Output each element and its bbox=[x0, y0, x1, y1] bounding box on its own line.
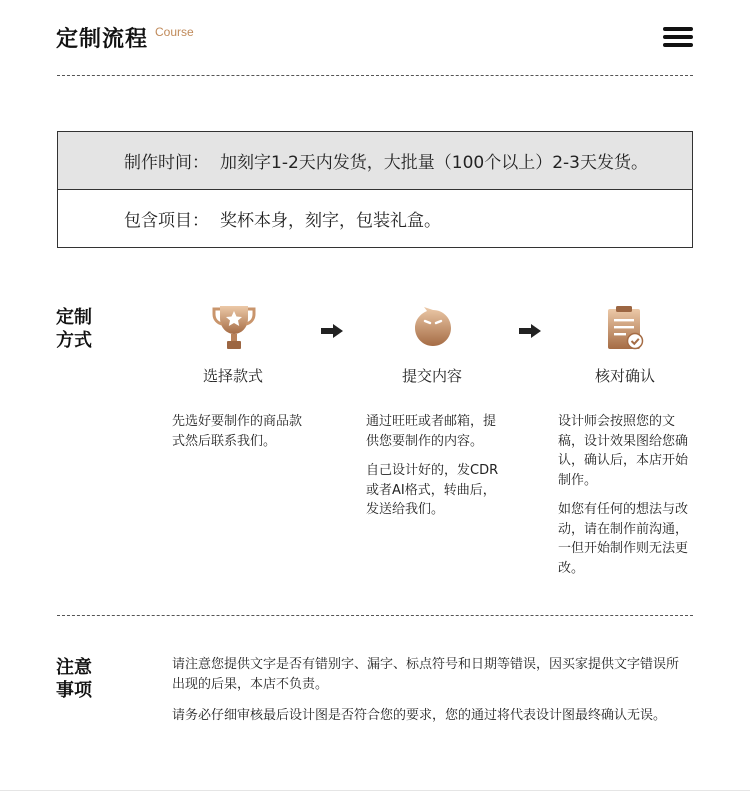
bottom-border bbox=[0, 790, 750, 791]
notes-title bbox=[56, 656, 116, 702]
step-description bbox=[558, 500, 698, 578]
text-line: 认，确认后，本店开始 bbox=[558, 453, 689, 468]
included-items-label: 包含项目： bbox=[124, 211, 209, 231]
method-title-line1: 定制 bbox=[56, 307, 92, 328]
text-line: 动，请在制作前沟通， bbox=[558, 521, 689, 537]
trophy-icon bbox=[212, 304, 256, 352]
text-line: 如您有任何的想法与改 bbox=[558, 502, 689, 517]
hamburger-menu-icon[interactable] bbox=[663, 27, 693, 47]
method-title bbox=[56, 306, 116, 352]
arrow-right-icon bbox=[519, 323, 541, 337]
chat-bubble-icon bbox=[411, 306, 455, 354]
note-paragraph bbox=[172, 655, 702, 695]
text-line: 改。 bbox=[558, 560, 585, 576]
step-description bbox=[366, 461, 516, 520]
notes-title-line1: 注意 bbox=[56, 657, 92, 678]
page-title: 定制流程 bbox=[56, 27, 149, 52]
note-paragraph bbox=[172, 706, 702, 726]
included-items-value: 奖杯本身，刻字，包装礼盒。 bbox=[220, 211, 441, 231]
text-line: 发送给我们。 bbox=[366, 502, 445, 517]
text-line: 供您要制作的内容。 bbox=[366, 433, 484, 449]
text-line: 出现的后果，本店不负责。 bbox=[172, 677, 329, 692]
menu-bar bbox=[663, 35, 693, 39]
menu-bar bbox=[663, 43, 693, 47]
step-title: 提交内容 bbox=[401, 367, 462, 385]
divider bbox=[57, 75, 693, 76]
text-line: 稿，设计效果图给您确 bbox=[558, 433, 689, 449]
menu-bar bbox=[663, 27, 693, 31]
step-title: 核对确认 bbox=[594, 367, 655, 385]
step-description bbox=[558, 412, 698, 490]
step-description bbox=[366, 412, 516, 451]
text-line: 请注意您提供文字是否有错别字、漏字、标点符号和日期等错误，因买家提供文字错误所 bbox=[172, 657, 680, 672]
included-items-row bbox=[58, 190, 692, 247]
production-time-value: 加刻字1-2天内发货，大批量（100个以上）2-3天发货。 bbox=[220, 153, 648, 173]
text-line: 通过旺旺或者邮箱，提 bbox=[366, 414, 497, 429]
text-line: 制作。 bbox=[558, 472, 598, 488]
text-line: 或者AI格式，转曲后， bbox=[366, 482, 496, 498]
text-line: 一但开始制作则无法更 bbox=[558, 541, 689, 556]
page-subtitle: Course bbox=[155, 25, 194, 39]
info-table bbox=[57, 131, 693, 248]
step-description bbox=[172, 412, 322, 451]
notes-title-line2: 事项 bbox=[56, 680, 92, 701]
text-line: 设计师会按照您的文 bbox=[558, 414, 676, 429]
text-line: 自己设计好的，发CDR bbox=[366, 463, 499, 478]
text-line: 请务必仔细审核最后设计图是否符合您的要求，您的通过将代表设计图最终确认无误。 bbox=[172, 708, 667, 723]
text-line: 先选好要制作的商品款 bbox=[172, 414, 303, 429]
divider bbox=[57, 615, 693, 616]
arrow-right-icon bbox=[321, 323, 343, 337]
production-time-label: 制作时间： bbox=[124, 153, 209, 173]
checklist-icon bbox=[605, 304, 649, 352]
step-title: 选择款式 bbox=[202, 367, 263, 385]
text-line: 式然后联系我们。 bbox=[172, 433, 277, 449]
production-time-row bbox=[58, 132, 692, 190]
method-title-line2: 方式 bbox=[56, 330, 92, 351]
